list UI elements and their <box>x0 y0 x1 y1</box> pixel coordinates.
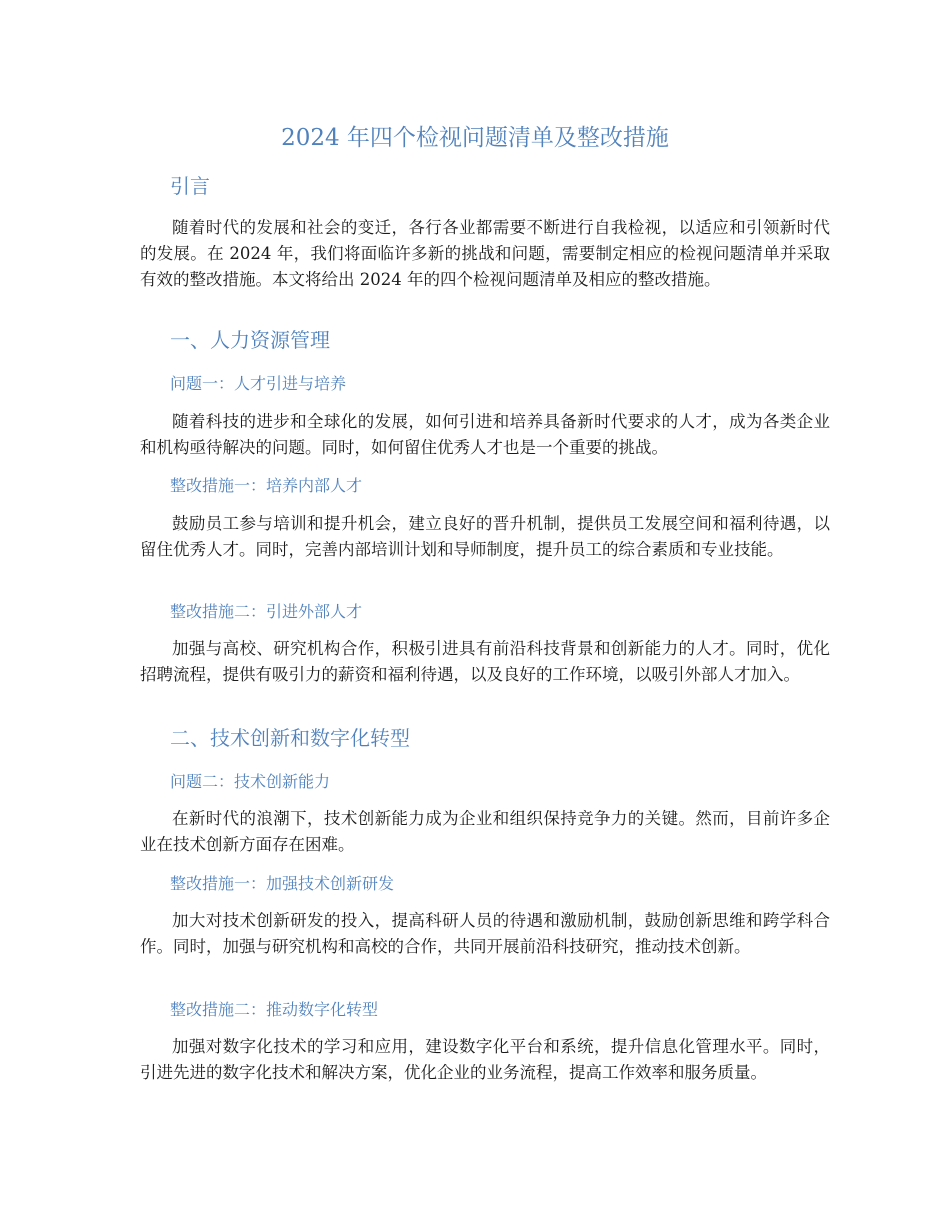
section-1-measure-1-paragraph: 鼓励员工参与培训和提升机会，建立良好的晋升机制，提供员工发展空间和福利待遇，以留住优秀人才。同时，完善内部培训计划和导师制度，提升员工的综合素质和专业技能。 <box>140 514 830 559</box>
section-2-measure-2-heading: 整改措施二：推动数字化转型 <box>170 1000 379 1019</box>
section-1-measure-2-heading: 整改措施二：引进外部人才 <box>170 602 363 621</box>
intro-paragraph: 随着时代的发展和社会的变迁，各行各业都需要不断进行自我检视，以适应和引领新时代的发展。在 2024 年，我们将面临许多新的挑战和问题，需要制定相应的检视问题清单并采取有效的整改措施。本文将给出 2024 年的四个检视问题清单及相应的整改措施。 <box>140 218 830 289</box>
section-2-measure-2-paragraph: 加强对数字化技术的学习和应用，建设数字化平台和系统，提升信息化管理水平。同时，引进先进的数字化技术和解决方案，优化企业的业务流程，提高工作效率和服务质量。 <box>140 1037 830 1082</box>
section-1-measure-2-paragraph: 加强与高校、研究机构合作，积极引进具有前沿科技背景和创新能力的人才。同时，优化招聘流程，提供有吸引力的薪资和福利待遇，以及良好的工作环境，以吸引外部人才加入。 <box>140 639 830 684</box>
section-1-problem-heading: 问题一：人才引进与培养 <box>170 374 347 393</box>
section-1-problem-paragraph: 随着科技的进步和全球化的发展，如何引进和培养具备新时代要求的人才，成为各类企业和机构亟待解决的问题。同时，如何留住优秀人才也是一个重要的挑战。 <box>140 412 830 457</box>
intro-heading: 引言 <box>170 174 210 198</box>
section-2-problem-paragraph: 在新时代的浪潮下，技术创新能力成为企业和组织保持竞争力的关键。然而，目前许多企业在技术创新方面存在困难。 <box>140 809 830 854</box>
section-2-heading: 二、技术创新和数字化转型 <box>170 726 410 750</box>
section-1-heading: 一、人力资源管理 <box>170 328 330 352</box>
document-title: 2024 年四个检视问题清单及整改措施 <box>281 125 669 151</box>
section-2-problem-heading: 问题二：技术创新能力 <box>170 772 331 791</box>
section-2-measure-1-paragraph: 加大对技术创新研发的投入，提高科研人员的待遇和激励机制，鼓励创新思维和跨学科合作。同时，加强与研究机构和高校的合作，共同开展前沿科技研究，推动技术创新。 <box>140 911 830 956</box>
section-1-measure-1-heading: 整改措施一：培养内部人才 <box>170 476 363 495</box>
section-2-measure-1-heading: 整改措施一：加强技术创新研发 <box>170 874 395 893</box>
